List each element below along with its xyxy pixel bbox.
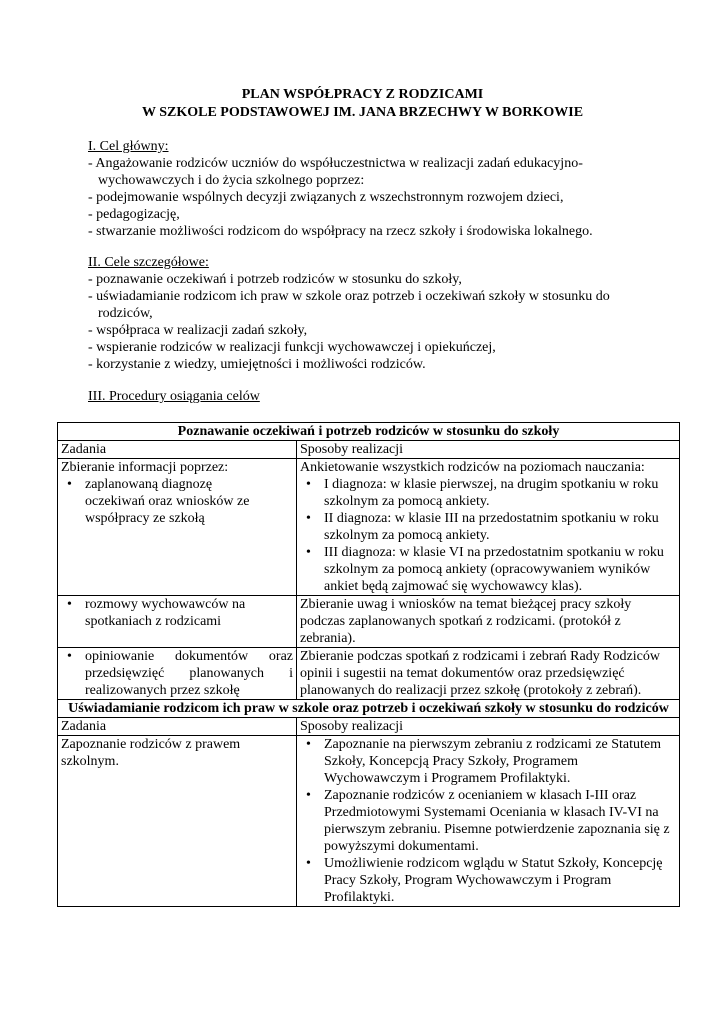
table-section-header-row bbox=[58, 423, 680, 441]
procedures-table bbox=[57, 422, 680, 907]
list-item: - Angażowanie rodziców uczniów do współuczestnictwa w realizacji zadań edukacyjno-wychowawczych i do życia szkolnego poprzez: bbox=[88, 156, 583, 188]
method-bullet: • III diagnoza: w klasie VI na przedostatnim spotkaniu w roku szkolnym za pomocą ankiety (opracowywaniem wyników ankiet będą zajmować się wychowawcy klas). bbox=[300, 544, 676, 595]
method-cell: Zbieranie podczas spotkań z rodzicami i zebrań Rady Rodziców opinii i sugestii na temat dokumentów oraz przedsięwzięć planowanych do realizacji przez szkołę (protokoły z zebrań). bbox=[297, 648, 680, 700]
column-header-tasks: Zadania bbox=[58, 718, 297, 736]
task-bullet: • opiniowanie dokumentów oraz przedsięwzięć planowanych i realizowanych przez szkołę bbox=[61, 648, 293, 699]
task-cell: Zapoznanie rodziców z prawem szkolnym. bbox=[58, 736, 297, 907]
method-cell: Zbieranie uwag i wniosków na temat bieżącej pracy szkoły podczas zaplanowanych spotkań z rodzicami. (protokół z zebrania). bbox=[297, 596, 680, 648]
method-bullet: • Zapoznanie na pierwszym zebraniu z rodzicami ze Statutem Szkoły, Koncepcją Pracy Szkoły, Programem Wychowawczym i Programem Profilaktyki. bbox=[300, 736, 676, 787]
list-item: - współpraca w realizacji zadań szkoły, bbox=[88, 323, 308, 338]
document-title bbox=[0, 86, 725, 122]
title-line-2: W SZKOLE PODSTAWOWEJ IM. JANA BRZECHWY W BORKOWIE bbox=[141, 105, 584, 120]
table-column-header-row bbox=[58, 718, 680, 736]
list-item: - podejmowanie wspólnych decyzji związanych z wszechstronnym rozwojem dzieci, bbox=[88, 190, 564, 205]
section-main-goal bbox=[88, 138, 648, 240]
table-row bbox=[58, 596, 680, 648]
table-row bbox=[58, 736, 680, 907]
section-procedures bbox=[88, 388, 648, 405]
list-item: - uświadamianie rodzicom ich praw w szkole oraz potrzeb i oczekiwań szkoły w stosunku do rodziców, bbox=[88, 289, 610, 321]
table-column-header-row bbox=[58, 441, 680, 459]
table-section-header: Uświadamianie rodzicom ich praw w szkole oraz potrzeb i oczekiwań szkoły w stosunku do rodziców bbox=[58, 700, 680, 718]
column-header-methods: Sposoby realizacji bbox=[297, 441, 680, 459]
task-cell bbox=[58, 596, 297, 648]
column-header-tasks: Zadania bbox=[58, 441, 297, 459]
list-item: - pedagogizację, bbox=[88, 207, 180, 222]
method-intro: Ankietowanie wszystkich rodziców na poziomach nauczania: bbox=[300, 460, 645, 475]
method-bullet: • I diagnoza: w klasie pierwszej, na drugim spotkaniu w roku szkolnym za pomocą ankiety. bbox=[300, 476, 676, 510]
method-bullet: • Umożliwienie rodzicom wglądu w Statut Szkoły, Koncepcję Pracy Szkoły, Program Wychowawczym i Program Profilaktyki. bbox=[300, 855, 676, 906]
table-row bbox=[58, 648, 680, 700]
method-cell bbox=[297, 736, 680, 907]
section-heading: III. Procedury osiągania celów bbox=[88, 389, 260, 404]
section-heading: II. Cele szczegółowe: bbox=[88, 255, 209, 270]
method-bullet: • Zapoznanie rodziców z ocenianiem w klasach I-III oraz Przedmiotowymi Systemami Oceniania w klasach IV-VI na pierwszym zebraniu. Pisemne potwierdzenie zapoznania się z powyższymi dokumentami. bbox=[300, 787, 676, 855]
list-item: - wspieranie rodziców w realizacji funkcji wychowawczej i opiekuńczej, bbox=[88, 340, 496, 355]
list-item: - poznawanie oczekiwań i potrzeb rodziców w stosunku do szkoły, bbox=[88, 272, 462, 287]
list-item: - stwarzanie możliwości rodzicom do współpracy na rzecz szkoły i środowiska lokalnego. bbox=[88, 224, 593, 239]
task-cell bbox=[58, 648, 297, 700]
column-header-methods: Sposoby realizacji bbox=[297, 718, 680, 736]
table-section-header-row bbox=[58, 700, 680, 718]
task-cell bbox=[58, 459, 297, 596]
table-row bbox=[58, 459, 680, 596]
task-bullet: • zaplanowaną diagnozę oczekiwań oraz wniosków ze współpracy ze szkołą bbox=[61, 476, 293, 527]
section-heading: I. Cel główny: bbox=[88, 139, 169, 154]
title-line-1: PLAN WSPÓŁPRACY Z RODZICAMI bbox=[241, 87, 484, 102]
task-bullet: • rozmowy wychowawców na spotkaniach z rodzicami bbox=[61, 596, 293, 630]
table-section-header: Poznawanie oczekiwań i potrzeb rodziców w stosunku do szkoły bbox=[58, 423, 680, 441]
section-detailed-goals bbox=[88, 254, 648, 373]
task-intro: Zbieranie informacji poprzez: bbox=[61, 460, 229, 475]
method-cell bbox=[297, 459, 680, 596]
list-item: - korzystanie z wiedzy, umiejętności i możliwości rodziców. bbox=[88, 357, 426, 372]
method-bullet: • II diagnoza: w klasie III na przedostatnim spotkaniu w roku szkolnym za pomocą ankiety. bbox=[300, 510, 676, 544]
